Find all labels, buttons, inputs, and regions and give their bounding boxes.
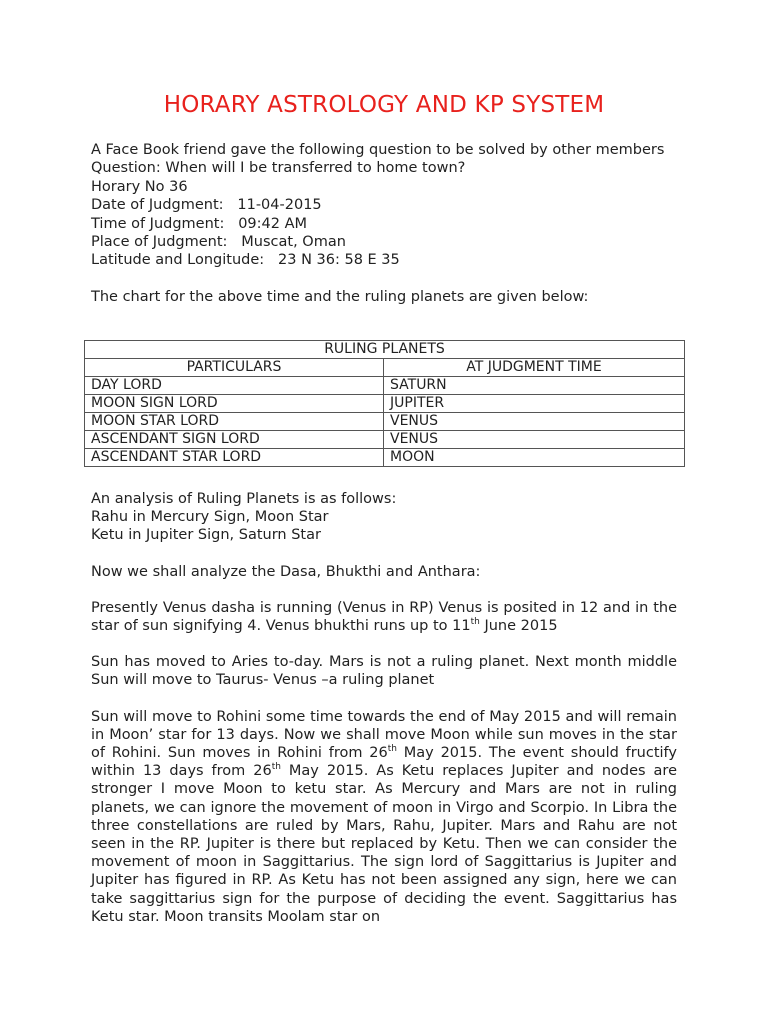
table-row xyxy=(85,377,685,395)
table-cell: SATURN xyxy=(384,377,685,395)
horary-number: Horary No 36 xyxy=(91,178,188,195)
ordinal-suffix: th xyxy=(271,762,281,773)
ruling-planets-table xyxy=(84,340,685,467)
sun-movement-paragraph: Sun has moved to Aries to-day. Mars is not a ruling planet. Next month middle Sun will move to Taurus- Venus –a ruling planet xyxy=(91,654,677,689)
table-cell: ASCENDANT SIGN LORD xyxy=(85,431,384,449)
latlong-value: 23 N 36: 58 E 35 xyxy=(278,252,400,269)
table-cell: ASCENDANT STAR LORD xyxy=(85,449,384,467)
table-row xyxy=(85,395,685,413)
paragraph-text: June 2015 xyxy=(479,618,558,635)
table-caption: RULING PLANETS xyxy=(85,341,685,359)
latlong-line xyxy=(91,251,677,269)
place-label: Place of Judgment: xyxy=(91,234,228,251)
paragraph-text: May 2015. As Ketu replaces Jupiter and nodes are stronger I move Moon to ketu star. As Mercury and Mars are not in ruling planets, we can ignore the movement of moon in Virgo and Scorpio. In Libra the three constellations are ruled by Mars, Rahu, Jupiter. Mars and Rahu are not seen in the RP. Jupiter is there but replaced by Ketu. Then we can consider the movement of moon in Saggittarius. The sign lord of Saggittarius is Jupiter and Jupiter has figured in RP. As Ketu has not been assigned any sign, here we can take saggittarius sign for the purpose of deciding the event. Saggittarius has Ketu star. Moon transits Moolam star on xyxy=(91,763,677,925)
ordinal-suffix: th xyxy=(387,744,397,755)
column-header: PARTICULARS xyxy=(85,359,384,377)
date-value: 11-04-2015 xyxy=(237,197,322,214)
table-cell: VENUS xyxy=(384,431,685,449)
table-caption-row xyxy=(85,341,685,359)
ketu-line: Ketu in Jupiter Sign, Saturn Star xyxy=(91,527,321,544)
table-cell: DAY LORD xyxy=(85,377,384,395)
question-line: Question: When will I be transferred to home town? xyxy=(91,160,466,177)
time-value: 09:42 AM xyxy=(238,215,308,232)
chart-intro: The chart for the above time and the ruling planets are given below: xyxy=(91,288,589,305)
analysis-heading: An analysis of Ruling Planets is as follows: xyxy=(91,491,397,507)
table-cell: JUPITER xyxy=(384,395,685,413)
column-header: AT JUDGMENT TIME xyxy=(384,359,685,377)
paragraph-text: Presently Venus dasha is running (Venus in RP) Venus is posited in 12 and in the star of sun signifying 4. Venus bhukthi runs up to 11 xyxy=(91,599,677,635)
table-row xyxy=(85,431,685,449)
dasa-heading: Now we shall analyze the Dasa, Bhukthi and Anthara: xyxy=(91,563,481,580)
latlong-label: Latitude and Longitude: xyxy=(91,252,265,269)
place-line xyxy=(91,233,677,251)
table-cell: MOON xyxy=(384,449,685,467)
table-cell: MOON STAR LORD xyxy=(85,413,384,431)
place-value: Muscat, Oman xyxy=(241,234,346,251)
time-label: Time of Judgment: xyxy=(91,215,225,232)
intro-paragraph: A Face Book friend gave the following question to be solved by other members xyxy=(91,142,665,158)
date-line xyxy=(91,196,677,214)
document-title: HORARY ASTROLOGY AND KP SYSTEM xyxy=(163,92,605,118)
table-row xyxy=(85,413,685,431)
paragraph-text: Sun will move to Rohini some time towards the end of May 2015 and will remain in Moon’ star for 13 days. Now we shall move Moon while sun moves in the star of Rohini. Sun moves in Rohini from 26 xyxy=(91,708,677,762)
rahu-line: Rahu in Mercury Sign, Moon Star xyxy=(91,509,329,526)
analysis-block xyxy=(91,490,677,926)
header-block xyxy=(91,141,677,306)
time-line xyxy=(91,215,677,233)
paragraph-text: May 2015. The event should fructify within 13 days from 26 xyxy=(91,745,677,780)
ordinal-suffix: th xyxy=(470,617,480,628)
table-row xyxy=(85,449,685,467)
table-cell: MOON SIGN LORD xyxy=(85,395,384,413)
table-header-row xyxy=(85,359,685,377)
date-label: Date of Judgment: xyxy=(91,197,224,214)
table-cell: VENUS xyxy=(384,413,685,431)
rohini-paragraph xyxy=(91,708,677,926)
venus-dasha-paragraph xyxy=(91,599,677,635)
